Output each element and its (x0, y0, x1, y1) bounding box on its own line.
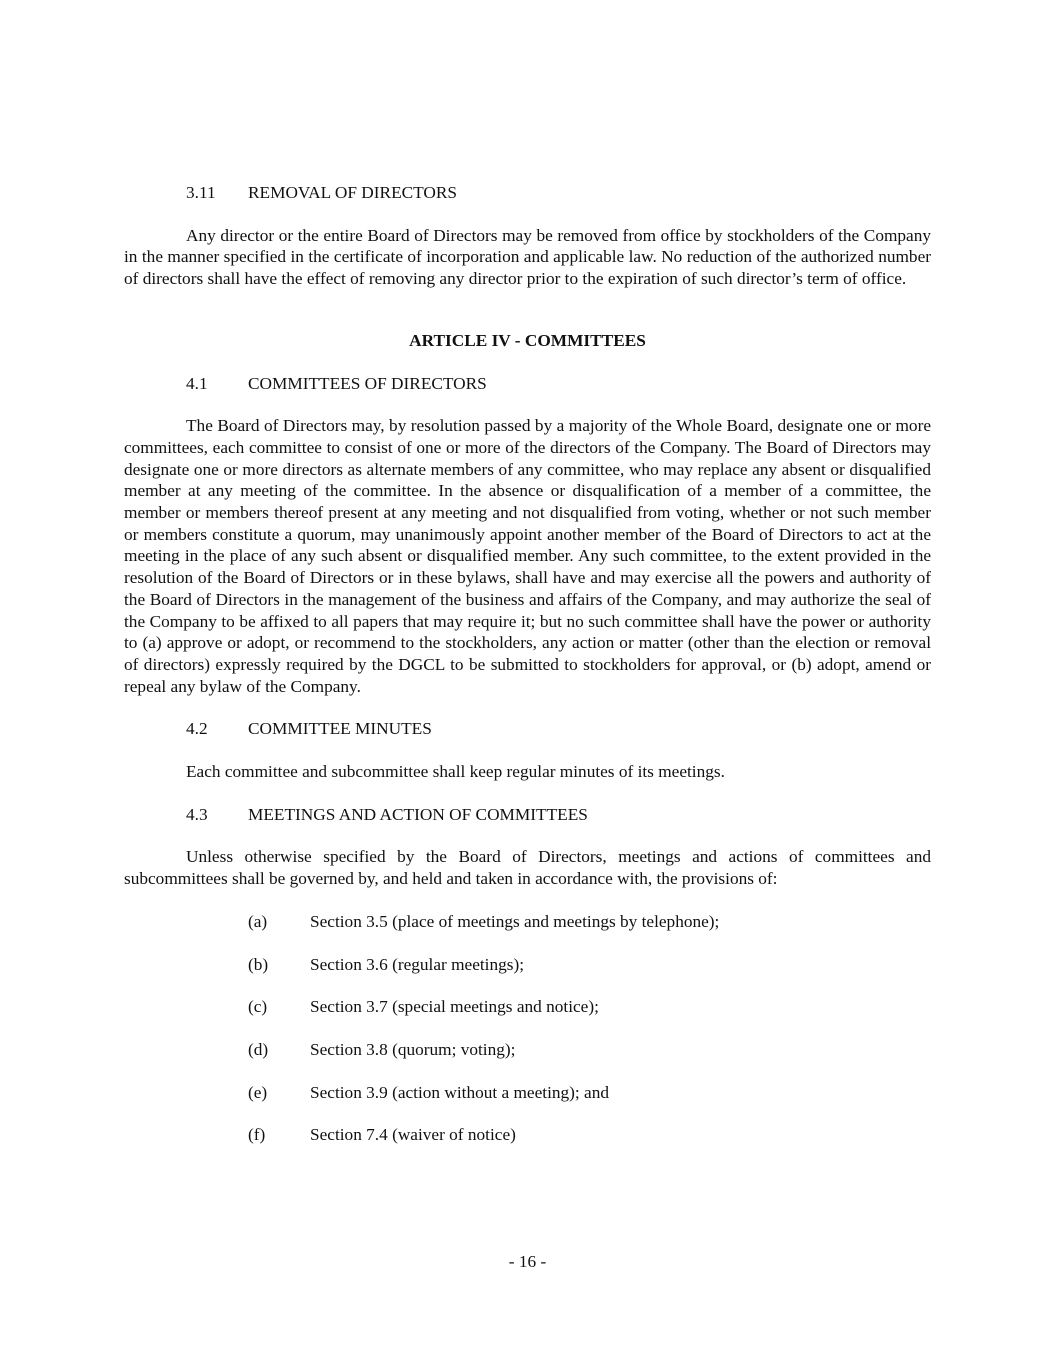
article-heading: ARTICLE IV - COMMITTEES (409, 330, 646, 350)
section-4-3-paragraph: Unless otherwise specified by the Board of Directors, meetings and actions of committees and subcommittees shall be governed by, and held and taken in accordance with, the provisions of: (124, 847, 931, 889)
provisions-list (124, 911, 931, 1146)
list-item-label: (d) (248, 1039, 269, 1059)
section-title: COMMITTEES OF DIRECTORS (248, 373, 487, 393)
section-heading-4-3 (124, 804, 931, 826)
section-3-11-paragraph: Any director or the entire Board of Directors may be removed from office by stockholders of the Company in the manner specified in the certificate of incorporation and applicable law. No reduction of the authorized number of directors shall have the effect of removing any director prior to the expiration of such director’s term of office. (124, 225, 931, 289)
section-4-2-paragraph: Each committee and subcommittee shall keep regular minutes of its meetings. (186, 762, 725, 782)
section-number: 4.2 (186, 719, 208, 739)
list-item-label: (e) (248, 1082, 268, 1102)
section-heading-4-1 (124, 373, 931, 395)
section-number: 4.1 (186, 373, 208, 393)
list-item (124, 1039, 931, 1061)
list-item-label: (b) (248, 954, 269, 974)
list-item (124, 1124, 931, 1146)
section-title: REMOVAL OF DIRECTORS (248, 183, 458, 202)
list-item-text: Section 3.7 (special meetings and notice); (310, 997, 599, 1017)
list-item-text: Section 3.9 (action without a meeting); and (310, 1082, 609, 1102)
section-4-1-paragraph: The Board of Directors may, by resolution passed by a majority of the Whole Board, designate one or more committees, each committee to consist of one or more of the directors of the Company. The Board of Directors may designate one or more directors as alternate members of any committee, who may replace any absent or disqualified member at any meeting of the committee. In the absence or disqualification of a member of a committee, the member or members thereof present at any meeting and not disqualified from voting, whether or not such member or members constitute a quorum, may unanimously appoint another member of the Board of Directors to act at the meeting in the place of any such absent or disqualified member. Any such committee, to the extent provided in the resolution of the Board of Directors or in these bylaws, shall have and may exercise all the powers and authority of the Board of Directors in the management of the business and affairs of the Company, and may authorize the seal of the Company to be affixed to all papers that may require it; but no such committee shall have the power or authority to (a) approve or adopt, or recommend to the stockholders, any action or matter (other than the election or removal of directors) expressly required by the DGCL to be submitted to stockholders for approval, or (b) adopt, amend or repeal any bylaw of the Company. (124, 416, 931, 696)
section-title: COMMITTEE MINUTES (248, 719, 432, 739)
list-item-label: (f) (248, 1125, 266, 1145)
page-content (124, 182, 931, 1167)
section-number: 4.3 (186, 804, 208, 824)
section-heading-3-11 (124, 182, 931, 204)
list-item (124, 996, 931, 1018)
section-title: MEETINGS AND ACTION OF COMMITTEES (248, 804, 588, 824)
list-item (124, 954, 931, 976)
section-number: 3.11 (186, 183, 216, 202)
list-item-text: Section 3.5 (place of meetings and meetings by telephone); (310, 911, 720, 931)
list-item (124, 911, 931, 933)
list-item-text: Section 3.8 (quorum; voting); (310, 1039, 516, 1059)
list-item-label: (a) (248, 911, 268, 931)
page-number: - 16 - (508, 1252, 547, 1271)
list-item-text: Section 3.6 (regular meetings); (310, 954, 525, 974)
list-item-text: Section 7.4 (waiver of notice) (310, 1125, 516, 1145)
section-heading-4-2 (124, 718, 931, 740)
list-item-label: (c) (248, 997, 268, 1017)
list-item (124, 1082, 931, 1104)
